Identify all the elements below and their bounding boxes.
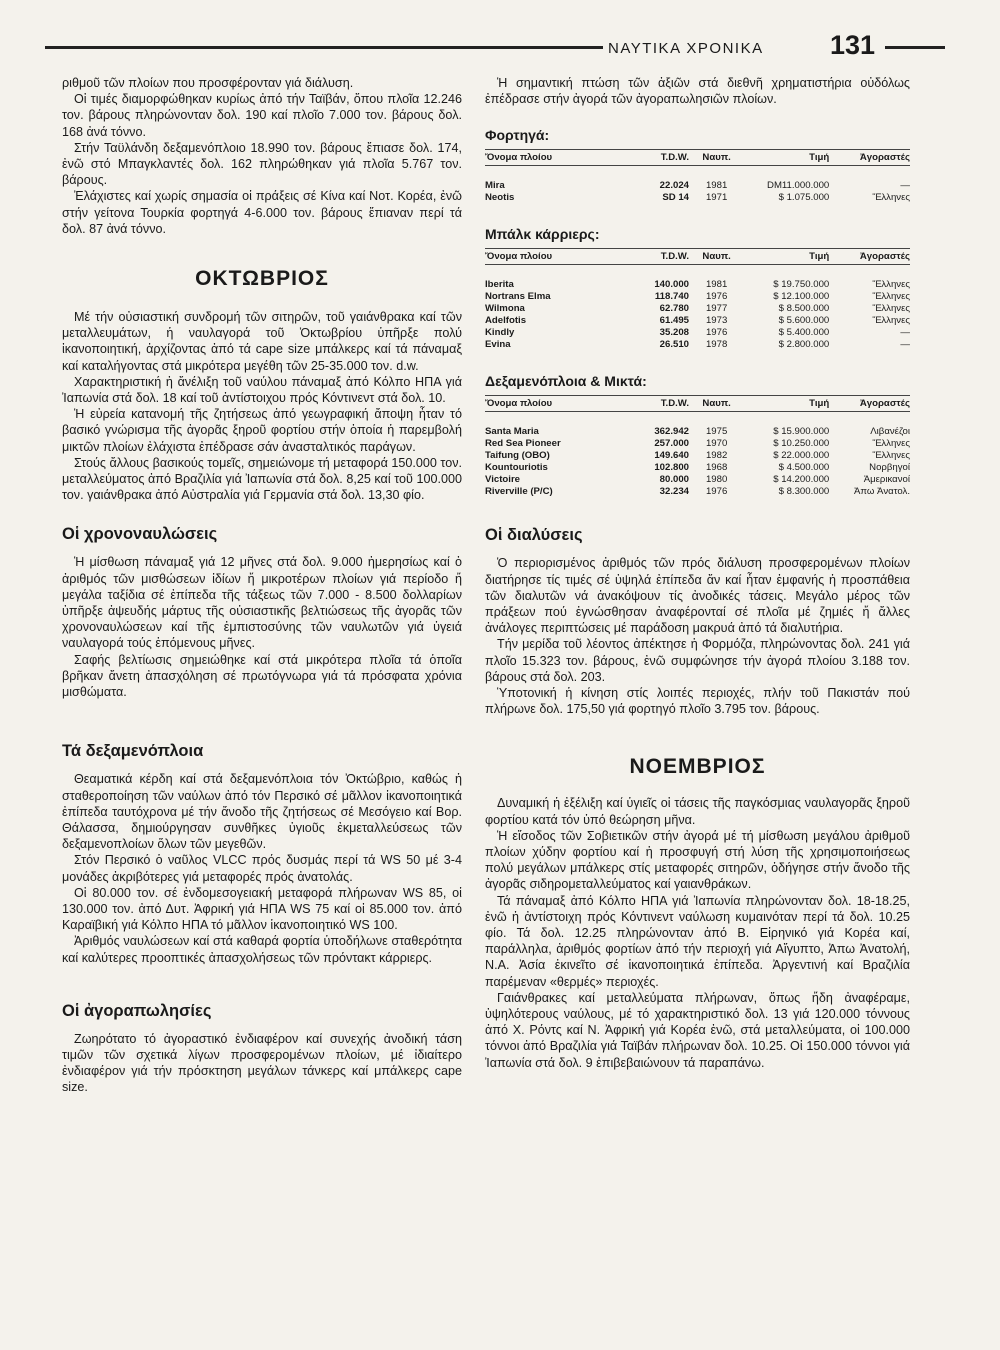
- col-header-buyers: Ἀγοραστές: [829, 396, 910, 412]
- ship-price: $ 2.800.000: [778, 339, 830, 351]
- body-paragraph: Σαφής βελτίωσις σημειώθηκε καί στά μικρότερα πλοῖα τά ὁποῖα βρῆκαν ἄνετη ἀπασχόληση σέ πρωτόγνωρα γιά τά πρόσφατα χρόνια μισθώματα.: [62, 652, 462, 700]
- col-header-dwt: T.D.W.: [634, 249, 689, 265]
- ship-price: $ 22.000.000: [773, 450, 830, 462]
- ship-built: 1971: [705, 192, 728, 204]
- col-header-dwt: T.D.W.: [634, 150, 689, 166]
- col-header-buyers: Ἀγοραστές: [829, 150, 910, 166]
- table-row: [485, 192, 910, 204]
- body-paragraph: Χαρακτηριστική ἡ ἄνέλιξη τοῦ ναύλου πάναμαξ ἀπό Κόλπο ΗΠΑ γιά Ἰαπωνία στά δολ. 18 καί τοῦ ἀντίστοιχου πρός Κόντινεντ στά δολ. 10.: [62, 374, 462, 406]
- ship-name: Kindly: [485, 327, 515, 339]
- col-header-built: Ναυπ.: [689, 150, 744, 166]
- col-header-built: Ναυπ.: [689, 396, 744, 412]
- ship-built: 1968: [705, 462, 728, 474]
- ship-built: 1975: [705, 426, 728, 438]
- ship-name: Evina: [485, 339, 511, 351]
- table-row: [485, 303, 910, 315]
- page-number: 131: [830, 30, 876, 60]
- intro-section: [62, 75, 462, 237]
- ship-built: 1980: [705, 474, 728, 486]
- col-header-name: Ὄνομα πλοίου: [485, 396, 634, 412]
- magazine-title: ΝΑΥΤΙΚΑ ΧΡΟΝΙΚΑ: [608, 40, 764, 57]
- ship-built: 1970: [705, 438, 728, 450]
- body-paragraph: Μέ τήν οὐσιαστική συνδρομή τῶν σιτηρῶν, τοῦ γαιάνθρακα καί τῶν μεταλλευμάτων, ἡ ναυλαγορά τοῦ Ὀκτωβρίου ὑπῆρξε πολύ ἱκανοποιητική, ἀρχίζοντας ἀπό τά cape size μπάλκερς καί τά πάναμαξ καί καταλήγοντας στά μικρότερα μεγέθη τῶν 25-35.000 τον. d.w.: [62, 310, 462, 373]
- col-header-built: Ναυπ.: [689, 249, 744, 265]
- ship-buyer: Ἕλληνες: [872, 450, 910, 462]
- left-column: [62, 75, 462, 1096]
- ship-buyer: Ἕλληνες: [872, 438, 910, 450]
- ship-built: 1978: [705, 339, 728, 351]
- col-header-name: Ὄνομα πλοίου: [485, 249, 634, 265]
- ship-name: Nortrans Elma: [485, 291, 551, 303]
- body-paragraph: Ζωηρότατο τό ἀγοραστικό ἐνδιαφέρον καί συνεχής ἀνοδική τάση τιμῶν τῶν σχετικά λίγων προσφερομένων πλοίων, μέ ἰδιαίτερο ἐνδιαφέρον γιά τήν πρόσκτηση μεγάλων τάνκερς καί μπάλκερς cape size.: [62, 1031, 462, 1095]
- col-header-name: Ὄνομα πλοίου: [485, 150, 634, 166]
- ship-buyer: Ἕλληνες: [872, 291, 910, 303]
- ship-name: Riverville (P/C): [485, 486, 553, 498]
- ship-buyer: —: [900, 327, 910, 339]
- cargo-table-heading: Φορτηγά:: [485, 127, 550, 144]
- col-header-price: Τιμή: [744, 249, 829, 265]
- body-paragraph: Δυναμική ἡ ἐξέλιξη καί ὑγιεῖς οἱ τάσεις τῆς παγκόσμιας ναυλαγορᾶς ξηροῦ φορτίου κατά τόν ὑπό θεώρηση μῆνα.: [485, 796, 910, 827]
- bulk-table-heading: Μπάλκ κάρριερς:: [485, 226, 600, 243]
- table-row: [485, 426, 910, 438]
- bulk-table: [485, 248, 910, 351]
- table-row: [485, 315, 910, 327]
- col-header-buyers: Ἀγοραστές: [829, 249, 910, 265]
- body-paragraph: Οἱ 80.000 τον. σέ ἐνδομεσογειακή μεταφορά πλήρωναν WS 85, οἱ 130.000 τον. ἀπό Δυτ. Ἀφρική γιά ΗΠΑ WS 75 καί οἱ 85.000 τον. ἀπό Καραϊβική γιά Κόλπο ΗΠΑ τό μᾶλλον ἱκανοποιητικό WS 100.: [62, 885, 462, 933]
- body-paragraph: Στόν Περσικό ὁ ναῦλος VLCC πρός δυσμάς περί τά WS 50 μέ 3-4 μονάδες ἀκριβότερες γιά μεταφορές πρός ἀνατολάς.: [62, 853, 462, 884]
- table-row: [485, 486, 910, 498]
- body-paragraph: Ἐλάχιστες καί χωρίς σημασία οἱ πράξεις σέ Κίνα καί Νοτ. Κορέα, ἐνῶ στήν γείτονα Τουρκία φορτηγά 4-6.000 τον. βάρους ἔπιαναν περί τά δολ. 87 ἀνά τόννο.: [62, 189, 462, 236]
- ship-dwt: 35.208: [659, 327, 689, 339]
- table-row: [485, 180, 910, 192]
- body-paragraph: Στούς ἄλλους βασικούς τομεῖς, σημειώνομε τή μεταφορά 150.000 τον. μεταλλεύματος ἀπό Βραζιλία γιά Ἰαπωνία στά δολ. 8,25 καί τοῦ 100.000 τον. γαιάνθρακα ἀπό Αὐστραλία γιά Γερμανία στά δολ. 13,30 φίο.: [62, 455, 462, 503]
- table-row: [485, 327, 910, 339]
- ship-price: $ 14.200.000: [773, 474, 830, 486]
- ship-dwt: 32.234: [659, 486, 689, 498]
- ship-name: Wilmona: [485, 303, 525, 315]
- page-header: [45, 32, 905, 62]
- ship-built: 1982: [705, 450, 728, 462]
- table-row: [485, 339, 910, 351]
- ship-built: 1976: [705, 486, 728, 498]
- ship-buyer: —: [900, 180, 910, 192]
- col-header-price: Τιμή: [744, 150, 829, 166]
- table-row: [485, 450, 910, 462]
- ship-dwt: 149.640: [654, 450, 689, 462]
- body-paragraph: Γαιάνθρακες καί μεταλλεύματα πλήρωναν, ὅπως ἤδη ἀναφέραμε, ὑψηλότερους ναύλους, μέ τό χαρακτηριστικό δολ. 13 γιά 120.000 τόννους ἀπό Χ. Ρόντς καί Ν. Ἀφρική γιά Κορέα ἐνῶ, στά μεταλλεύματα, οἱ 100.000 τόννοι ἀπό Βραζιλία γιά Ταϊβάν πλήρωναν δολ. 10.25. Οἱ 150.000 τόννοι γιά Ἰαπωνία στά δολ. 9 ἐπιβεβαιώνουν τά παραπάνω.: [485, 990, 910, 1070]
- body-paragraph: Ἡ εἴσοδος τῶν Σοβιετικῶν στήν ἀγορά μέ τή μίσθωση μεγάλου ἀριθμοῦ πλοίων χύδην φορτίου καί ἡ προσφυγή στή λύση τῆς χρησιμοποιήσεως πολύ μεγάλων μπάλκερς στίς μεταφορές σιτηρῶν, ὁδήγησε στήν ἄνοδο τῆς ἀγορᾶς σιδηρομεταλλεύματος καί γαιανθράκων.: [485, 828, 910, 892]
- table-row: [485, 438, 910, 450]
- ship-name: Neotis: [485, 192, 515, 204]
- col-header-price: Τιμή: [744, 396, 829, 412]
- body-paragraph: Ὑποτονική ἡ κίνηση στίς λοιπές περιοχές, πλήν τοῦ Πακιστάν πού πλήρωνε δολ. 175,50 γιά φορτηγό πλοῖο 3.795 τον. βάρους.: [485, 686, 910, 717]
- november-heading: ΝΟΕΜΒΡΙΟΣ: [629, 755, 766, 779]
- tankers-mixed-table: [485, 395, 910, 498]
- col-header-dwt: T.D.W.: [634, 396, 689, 412]
- ship-buyer: Ἕλληνες: [872, 303, 910, 315]
- ship-price: $ 1.075.000: [778, 192, 830, 204]
- ship-buyer: Ἕλληνες: [872, 192, 910, 204]
- ship-name: Taifung (OBO): [485, 450, 550, 462]
- body-paragraph: Τά πάναμαξ ἀπό Κόλπο ΗΠΑ γιά Ἰαπωνία πληρώνονταν δολ. 18-18.25, ἐνῶ ἡ ἀντίστοιχη πρός Κόντινεντ ναύλωση κυμαινόταν περί τά δολ. 10.25 φίο. Τά δολ. 12.25 πληρώνονταν ἀπό Β. Εἰρηνικό γιά Κορέα καί, παράλληλα, ἀριθμός φορτίων ἀπό τήν περιοχή γιά Αἴγυπτο, Ἀπω Ἀνατολή, Ν.Α. Ἀσία ἐκινεῖτο σέ ἱκανοποιητικά ἐπίπεδα. Ἀργεντινή καί Βραζιλία παρέμεναν «θερμές» περιοχές.: [485, 893, 910, 989]
- ship-buyer: Ἕλληνες: [872, 315, 910, 327]
- body-paragraph: Ὁ περιορισμένος ἀριθμός τῶν πρός διάλυση προσφερομένων πλοίων διατήρησε τίς τιμές σέ ὑψηλά ἐπίπεδα ἄν καί ἦταν ἐμφανής ἡ προσπάθεια τῶν διαλυτῶν νά ἀνακόψουν τίς ἀνοδικές τάσεις. Μεγάλο μέρος τῶν πράξεων πού ἐγνώσθησαν ἀναφέρονταί σέ πλοῖα μέ ζημιές ἤ ἄλλες ἀνάλογες περιπτώσεις μέ παράδοση μακρυά ἀπό τά διαλυτήρια.: [485, 556, 910, 636]
- ship-name: Mira: [485, 180, 505, 192]
- ship-price: $ 10.250.000: [773, 438, 830, 450]
- ship-dwt: 80.000: [659, 474, 689, 486]
- tankers-mixed-table-heading: Δεξαμενόπλοια & Μικτά:: [485, 373, 647, 390]
- ship-built: 1976: [705, 291, 728, 303]
- ship-price: $ 12.100.000: [773, 291, 830, 303]
- right-column: [485, 75, 910, 1071]
- ship-price: $ 4.500.000: [778, 462, 830, 474]
- table-row: [485, 291, 910, 303]
- body-paragraph: ριθμοῦ τῶν πλοίων που προσφέρονταν γιά διάλυση.: [62, 76, 354, 90]
- body-paragraph: Στήν Ταϋλάνδη δεξαμενόπλοιο 18.990 τον. βάρους ἔπιασε δολ. 174, ἐνῶ στό Μπαγκλαντές δολ. 162 πληρώθηκαν γιά πλοῖα 5.767 τον. βάρους.: [62, 140, 462, 188]
- ship-price: $ 8.500.000: [778, 303, 830, 315]
- ship-built: 1976: [705, 327, 728, 339]
- ship-price: $ 5.400.000: [778, 327, 830, 339]
- ship-dwt: SD 14: [662, 192, 689, 204]
- ship-built: 1981: [705, 279, 728, 291]
- ship-dwt: 118.740: [654, 291, 689, 303]
- october-heading: ΟΚΤΩΒΡΙΟΣ: [195, 267, 329, 291]
- ship-buyer: Ἀπω Ἀνατολ.: [853, 486, 910, 498]
- timecharters-heading: Οἱ χρονοναυλώσεις: [62, 525, 218, 544]
- ship-name: Adelfotis: [485, 315, 527, 327]
- ship-built: 1981: [705, 180, 728, 192]
- ship-buyer: —: [900, 339, 910, 351]
- sales-heading: Οἱ ἀγοραπωλησίες: [62, 1001, 212, 1020]
- body-paragraph: Ἀριθμός ναυλώσεων καί στά καθαρά φορτία ὑποδήλωνε σταθερότητα καί καλύτερες προοπτικές ἀπασχολήσεως τῶν πρόντακτ κάρριερς.: [62, 934, 462, 965]
- tankers-heading: Τά δεξαμενόπλοια: [62, 742, 204, 761]
- ship-dwt: 102.800: [654, 462, 689, 474]
- ship-price: $ 15.900.000: [773, 426, 830, 438]
- header-rule-right: [885, 46, 945, 49]
- ship-name: Santa Maria: [485, 426, 539, 438]
- ship-name: Iberita: [485, 279, 514, 291]
- ship-name: Kountouriotis: [485, 462, 548, 474]
- ship-buyer: Νορβηγοί: [869, 462, 910, 474]
- cargo-table: [485, 149, 910, 204]
- ship-dwt: 22.024: [659, 180, 689, 192]
- body-paragraph: Ἡ σημαντική πτώση τῶν ἀξιῶν στά διεθνῆ χρηματιστήρια οὐδόλως ἐπέδρασε στήν ἀγορά τῶν ἀγοραπωλησιῶν πλοίων.: [485, 76, 910, 107]
- table-row: [485, 279, 910, 291]
- body-paragraph: Ἡ μίσθωση πάναμαξ γιά 12 μῆνες στά δολ. 9.000 ἡμερησίως καί ὁ ἀριθμός τῶν μισθώσεων ἰδίων ἤ μικροτέρων πλοίων γιά περίοδο ἤ μεγάλα ταξίδια σέ ἐπίπεδα τῆς τάξεως τῶν 7.000 - 8.500 δολλαρίων ὑπῆρξε ἀψευδής μάρτυς τῆς οὐσιαστικῆς βελτιώσεως τῆς ἀγορᾶς τῶν χρονοναυλώσεων καί τῆς ἐμπιστοσύνης τῶν ναυλωτῶν γιά ὑγειά ναυλαγορά τούς ἑπόμενους μῆνες.: [62, 555, 462, 651]
- ship-dwt: 61.495: [659, 315, 689, 327]
- body-paragraph: Θεαματικά κέρδη καί στά δεξαμενόπλοια τόν Ὀκτώβριο, καθώς ἡ σταθεροποίηση τῶν ναύλων ἀπό τόν Περσικό σέ μᾶλλον ἱκανοποιητικά ἐπίπεδα ταυτόχρονα μέ τήν ἄνοδο τῆς ζητήσεως σέ Μεσόγειο καί Βορ. Θάλασσα, δημιούργησαν συνθῆκες ὑγιοῦς ἐκμεταλλεύσεως τῶν δεξαμενοπλοίων ὅλων τῶν μεγεθῶν.: [62, 772, 462, 852]
- ship-dwt: 140.000: [654, 279, 689, 291]
- ship-price: $ 5.600.000: [778, 315, 830, 327]
- ship-built: 1977: [705, 303, 728, 315]
- body-paragraph: Οἱ τιμές διαμορφώθηκαν κυρίως ἀπό τήν Ταϊβάν, ὅπου πλοῖα 12.246 τον. βάρους πληρώνονταν δολ. 190 καί πλοῖο 7.000 τον. βάρους δολ. 168 ἀνά τόννο.: [62, 92, 462, 139]
- body-paragraph: Ἡ εὐρεία κατανομή τῆς ζητήσεως ἀπό γεωγραφική ἄποψη ἦταν τό βασικό γνώρισμα τῆς ἀγορᾶς ξηροῦ φορτίου στήν ὁποία ἡ παρεμβολή μικτῶν πλοίων ἐλάχιστα ἐπέδρασε σάν ἀνασταλτικός παράγων.: [62, 407, 462, 454]
- ship-dwt: 257.000: [654, 438, 689, 450]
- table-row: [485, 462, 910, 474]
- ship-dwt: 362.942: [654, 426, 689, 438]
- ship-buyer: Λιβανέζοι: [870, 426, 910, 438]
- ship-price: DM11.000.000: [767, 180, 830, 192]
- ship-price: $ 8.300.000: [778, 486, 830, 498]
- ship-dwt: 26.510: [659, 339, 689, 351]
- table-row: [485, 474, 910, 486]
- ship-dwt: 62.780: [659, 303, 689, 315]
- ship-buyer: Ἕλληνες: [872, 279, 910, 291]
- scrapping-heading: Οἱ διαλύσεις: [485, 526, 583, 545]
- body-paragraph: Τήν μερίδα τοῦ λέοντος ἀπέκτησε ἡ Φορμόζα, πληρώνοντας δολ. 241 γιά πλοῖο 15.323 τον. βάρους, ἐνῶ συμφώνησε τήν ἀγορά πλοίου 3.188 τον. βάρους στά δολ. 203.: [485, 637, 910, 684]
- ship-buyer: Ἀμερικανοί: [863, 474, 910, 486]
- ship-price: $ 19.750.000: [773, 279, 830, 291]
- header-rule-left: [45, 46, 603, 49]
- ship-name: Victoire: [485, 474, 521, 486]
- ship-built: 1973: [705, 315, 728, 327]
- ship-name: Red Sea Pioneer: [485, 438, 561, 450]
